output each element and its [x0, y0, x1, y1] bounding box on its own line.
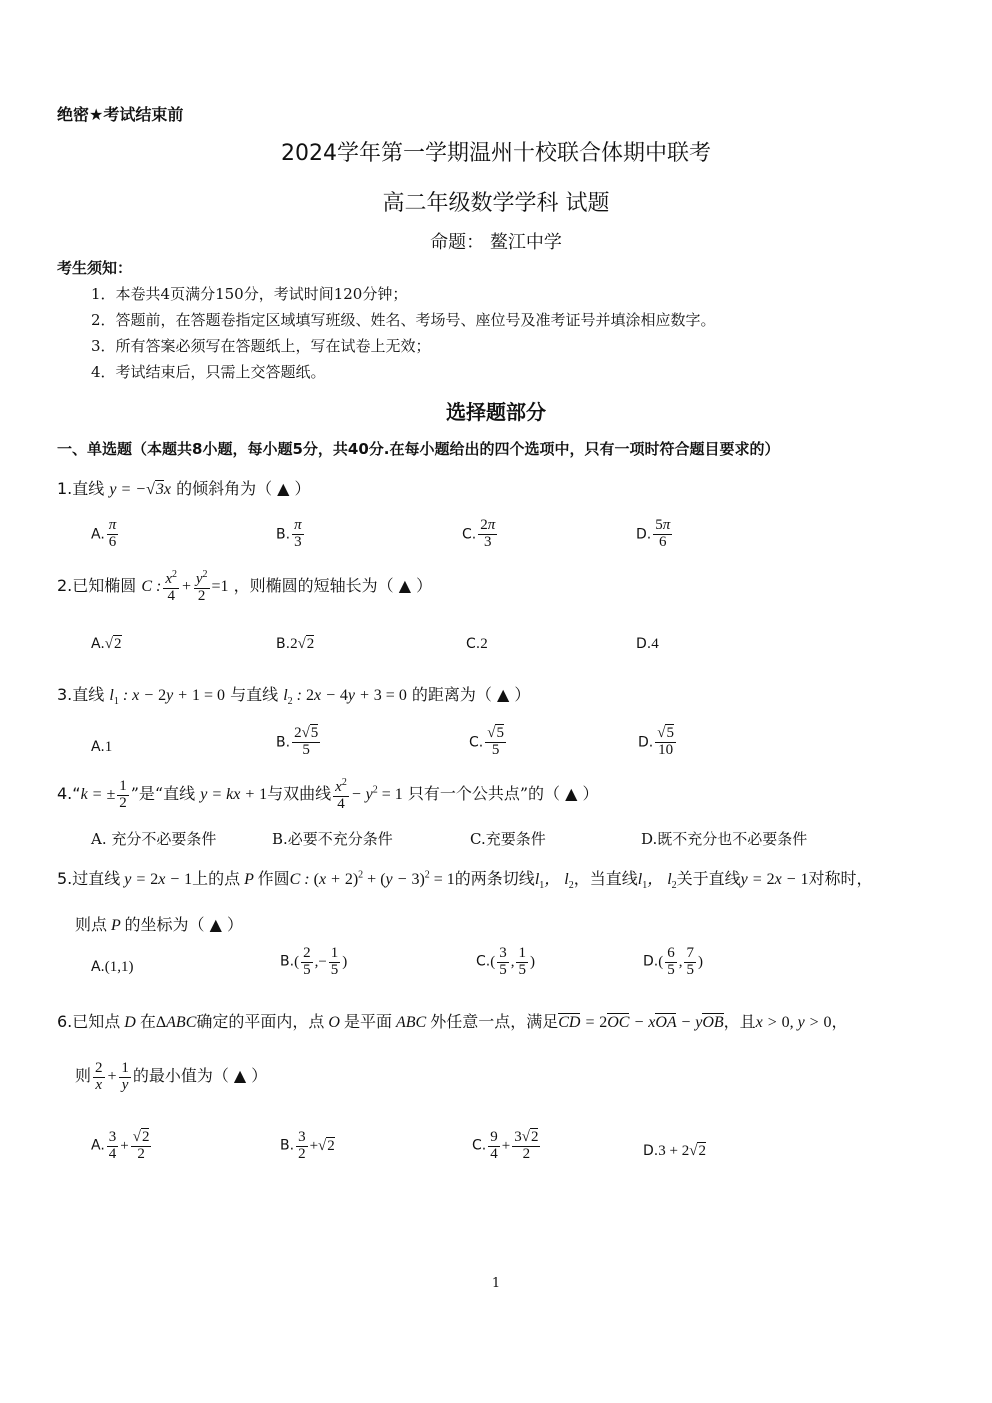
q6-vector-eq: CD = 2OC − xOA − yOB — [558, 1014, 724, 1031]
q1-option-d: D. $\frac{5\pi}{6}$ — [636, 517, 671, 550]
q6-option-c: C. $\frac{9}{4}$ + $\frac{3√2}{2}$ — [472, 1129, 539, 1162]
question-6: 6.已知点 D 在ΔABC确定的平面内，点 O 是平面 ABC 外任意一点，满足CD = 2OC − xOA − yOB，且x > 0, y > 0， — [57, 1012, 848, 1031]
q1-prefix: 1.直线 — [57, 479, 105, 498]
q2-suffix: ，则椭圆的短轴长为（ ▲ ） — [233, 575, 433, 595]
section-title: 选择题部分 — [446, 400, 546, 424]
notice-item-1: 1．本卷共4页满分150分，考试时间120分钟； — [91, 285, 408, 303]
q2-formula: C : $\frac{x^2}{4}$ + $\frac{y^2}{2}$ =1 — [141, 569, 229, 604]
q4-prefix: 4.“ — [57, 783, 81, 803]
q4-option-c: C.充要条件 — [470, 830, 546, 848]
notice-item-3: 3．所有答案必须写在答题纸上，写在试卷上无效； — [91, 337, 431, 355]
page-number: 1 — [491, 1276, 501, 1291]
q1-option-c: C. $\frac{2\pi}{3}$ — [462, 517, 496, 550]
q3-prefix: 3.直线 — [57, 685, 105, 704]
q1-option-a: A. $\frac{\pi}{6}$ — [91, 517, 117, 550]
q2-option-b: B.2√2 — [276, 636, 315, 652]
exam-title: 2024学年第一学期温州十校联合体期中联考 — [281, 141, 711, 166]
q2-option-a: A.√2 — [91, 636, 122, 652]
q1-formula: y = −√3x — [109, 481, 171, 498]
notice-item-2: 2．答题前，在答题卷指定区域填写班级、姓名、考场号、座位号及准考证号并填涂相应数字。 — [91, 311, 716, 329]
exam-author: 命题： 鳌江中学 — [430, 232, 562, 253]
q5-option-a: A.(1,1) — [91, 959, 134, 975]
question-1 — [57, 476, 311, 499]
q6-option-a: A. $\frac{3}{4}$ + $\frac{√2}{2}$ — [91, 1129, 150, 1162]
q4-hyperbola: $\frac{x^2}{4}$ − $y^2 = 1$ — [335, 777, 403, 812]
q6-option-d: D.3 + 2√2 — [643, 1143, 706, 1159]
q2-option-d: D.4 — [636, 636, 659, 652]
q4-suffix: 只有一个公共点”的（ ▲ ） — [407, 783, 599, 803]
q3-option-d: D. $\frac{√5}{10}$ — [638, 725, 674, 758]
part1-heading: 一、单选题（本题共8小题，每小题5分，共40分.在每小题给出的四个选项中，只有一项时符合题目要求的） — [57, 440, 780, 458]
q2-option-c: C.2 — [466, 636, 488, 652]
notice-heading: 考生须知： — [57, 259, 133, 277]
notice-item-4: 4．考试结束后，只需上交答题纸。 — [91, 363, 326, 381]
question-4: 4.“k = ± $\frac{1}{2}$ ”是“直线 y = kx + 1与双曲线 $\frac{x^2}{4}$ − $y^2 = 1$ 只有一个公共点”的（ ▲ ） — [57, 777, 599, 812]
question-3: 3.直线 $l_1$ : x − 2y + 1 = 0 与直线 $l_2$ : 2x − 4y + 3 = 0 的距离为（ ▲ ） — [57, 685, 531, 708]
q3-line2: $l_2$ : 2x − 4y + 3 = 0 — [283, 687, 407, 708]
q3-suffix: 的距离为（ ▲ ） — [411, 685, 531, 704]
q3-option-b: B. $\frac{2√5}{5}$ — [276, 725, 319, 758]
q3-option-a: A.1 — [91, 739, 113, 755]
q4-option-a: A. 充分不必要条件 — [91, 830, 217, 848]
q4-option-b: B.必要不充分条件 — [272, 830, 393, 848]
q5-option-c: C.( $\frac{3}{5}$ , $\frac{1}{5}$ ) — [476, 945, 535, 978]
question-5-line-2: 则点 P 的坐标为（ ▲ ） — [75, 915, 243, 934]
secret-mark: 绝密★考试结束前 — [57, 105, 184, 124]
q1-option-b: B. $\frac{\pi}{3}$ — [276, 517, 302, 550]
q1-suffix: 的倾斜角为（ ▲ ） — [176, 479, 311, 498]
q6-option-b: B. $\frac{3}{2}$ +√2 — [280, 1129, 335, 1162]
question-6-line-2: 则 $\frac{2}{x}$ + $\frac{1}{y}$ 的最小值为（ ▲ ） — [75, 1060, 268, 1093]
question-2 — [57, 570, 432, 605]
q4-k-value: k = ± $\frac{1}{2}$ — [80, 778, 127, 811]
q2-prefix: 2.已知椭圆 — [57, 575, 137, 595]
q5-option-d: D.( $\frac{6}{5}$ , $\frac{7}{5}$ ) — [643, 945, 703, 978]
q3-option-c: C. $\frac{√5}{5}$ — [469, 725, 504, 758]
question-5: 5.过直线 y = 2x − 1上的点 P 作圆C : $(x + 2)^2 + (y - 3)^2 = 1$的两条切线$l_1$， $l_2$，当直线$l_1$， $l_2$关于直线y = 2x − 1对称时， — [57, 869, 873, 892]
exam-subtitle: 高二年级数学学科 试题 — [382, 191, 610, 216]
q5-option-b: B.( $\frac{2}{5}$ ,− $\frac{1}{5}$ ) — [280, 945, 348, 978]
q4-option-d: D.既不充分也不必要条件 — [641, 830, 808, 848]
q3-line1: $l_1$ : x − 2y + 1 = 0 — [109, 687, 225, 708]
q4-line: y = kx + 1 — [200, 785, 268, 803]
